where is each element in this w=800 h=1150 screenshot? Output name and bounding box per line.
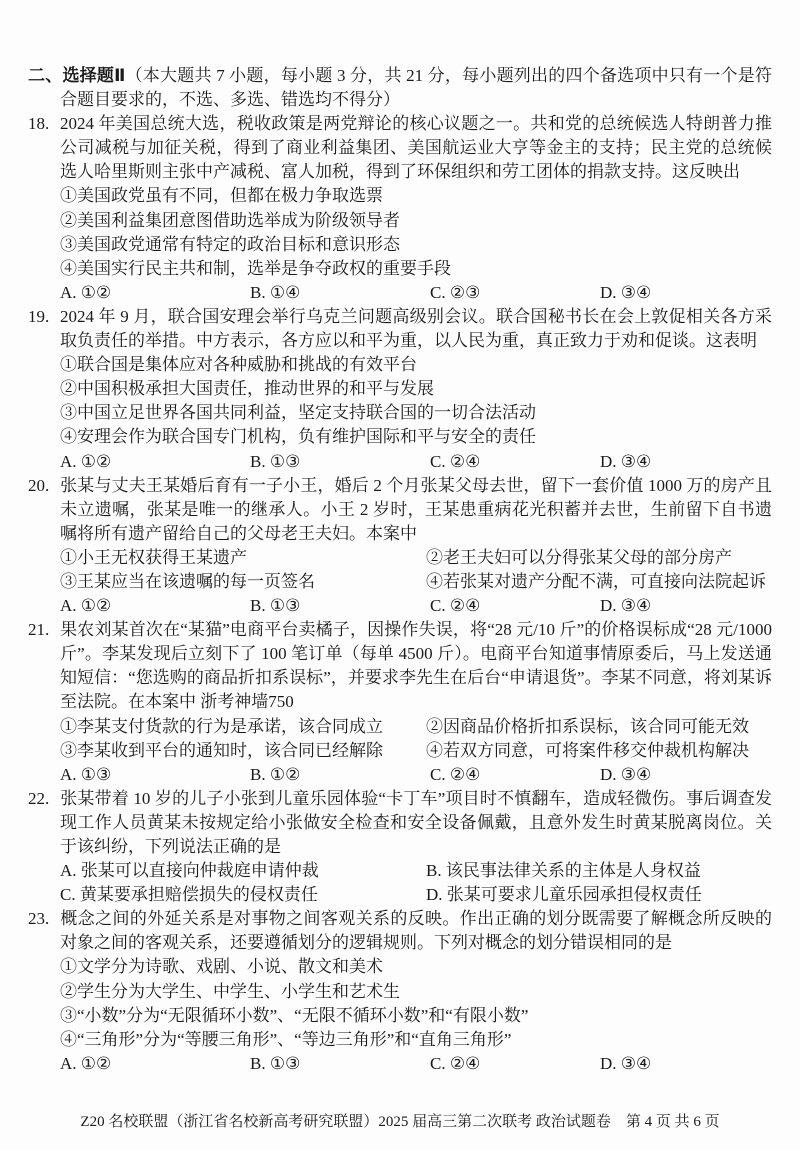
question-item: ③李某收到平台的通知时，该合同已经解除 bbox=[60, 740, 383, 760]
choice-a: A. ①③ bbox=[60, 764, 112, 784]
choice-d: D. ③④ bbox=[600, 1053, 652, 1073]
choices-row bbox=[28, 1052, 772, 1076]
choices-row bbox=[28, 281, 772, 305]
choice-b: B. ①③ bbox=[250, 1053, 301, 1073]
question-number: 23. bbox=[28, 909, 50, 929]
section-note: （本大题共 7 小题，每小题 3 分，共 21 分，每小题列出的四个备选项中只有一个是符合题目要求的，不选、多选、错选均不得分） bbox=[60, 66, 773, 110]
choices-row bbox=[28, 859, 772, 883]
choice-c: C. ②③ bbox=[430, 282, 481, 302]
question-item: ①文学分为诗歌、戏剧、小说、散文和美术 bbox=[60, 957, 383, 977]
choice-a: A. 张某可以直接向仲裁庭申请仲裁 bbox=[60, 861, 319, 881]
question-item: ③美国政党通常有特定的政治目标和意识形态 bbox=[60, 234, 400, 254]
question-item: ④安理会作为联合国专门机构，负有维护国际和平与安全的责任 bbox=[60, 427, 536, 447]
choice-c: C. 黄某要承担赔偿损失的侵权责任 bbox=[60, 885, 318, 905]
question-number: 19. bbox=[28, 306, 50, 326]
choice-d: D. ③④ bbox=[600, 596, 652, 616]
choice-c: C. ②④ bbox=[430, 764, 481, 784]
page-footer: Z20 名校联盟（浙江省名校新高考研究联盟）2025 届高三第二次联考 政治试题卷 第 4 页 共 6 页 bbox=[80, 1114, 720, 1130]
question-stem-text: 果农刘某首次在“某猫”电商平台卖橘子，因操作失误，将“28 元/10 斤”的价格误标成“28 元/1000 斤”。李某发现后立刻下了 100 笔订单（每单 4500 斤）。电商平台知道事情原委后，马上发送通知短信：“您选购的商品折扣系误标”，并要求李先生在后台“申请退货”。李某不同意，将刘某诉至法院。在本案中 浙考神墙750 bbox=[60, 620, 772, 712]
choice-a: A. ①② bbox=[60, 1053, 112, 1073]
question-item: ③王某应当在该遗嘱的每一页签名 bbox=[60, 571, 315, 591]
item-row bbox=[28, 739, 772, 763]
choice-b: B. 该民事法律关系的主体是人身权益 bbox=[426, 861, 701, 881]
item-row bbox=[28, 715, 772, 739]
question-item: ①联合国是集体应对各种威胁和挑战的有效平台 bbox=[60, 355, 417, 375]
choice-c: C. ②④ bbox=[430, 451, 481, 471]
question-stem bbox=[28, 907, 772, 955]
question-stem bbox=[28, 787, 772, 859]
question-number: 21. bbox=[28, 620, 50, 640]
question-20 bbox=[28, 474, 772, 619]
item-row bbox=[28, 570, 772, 594]
choice-d: D. ③④ bbox=[600, 282, 652, 302]
choice-b: B. ①③ bbox=[250, 596, 301, 616]
question-item: ④若张某对遗产分配不满，可直接向法院起诉 bbox=[426, 571, 766, 591]
choices-row bbox=[28, 763, 772, 787]
question-stem bbox=[28, 618, 772, 714]
question-stem-text: 2024 年 9 月，联合国安理会举行乌克兰问题高级别会议。联合国秘书长在会上敦促相关各方采取负责任的举措。中方表示，各方应以和平为重，以人民为重，真正致力于劝和促谈。这表明 bbox=[60, 306, 772, 351]
question-number: 18. bbox=[28, 114, 50, 134]
question-item: ①李某支付货款的行为是承诺，该合同成立 bbox=[60, 716, 383, 736]
choices-row bbox=[28, 883, 772, 907]
question-item: ②因商品价格折扣系误标，该合同可能无效 bbox=[426, 716, 749, 736]
question-stem bbox=[28, 112, 772, 184]
question-21 bbox=[28, 618, 772, 787]
question-stem-text: 张某与丈夫王某婚后育有一子小王，婚后 2 个月张某父母去世，留下一套价值 1000 万的房产且未立遗嘱，张某是唯一的继承人。小王 2 岁时，王某患重病花光积蓄并去世，生前留下自书遗嘱将所有遗产留给自己的父母老王夫妇。本案中 bbox=[60, 475, 772, 543]
choice-a: A. ①② bbox=[60, 596, 112, 616]
question-item: ④若双方同意，可将案件移交仲裁机构解决 bbox=[426, 740, 749, 760]
question-item: ①小王无权获得王某遗产 bbox=[60, 547, 247, 567]
question-23 bbox=[28, 907, 772, 1076]
question-item: ③“小数”分为“无限循环小数”、“无限不循环小数”和“有限小数” bbox=[60, 1005, 529, 1025]
item-row bbox=[28, 546, 772, 570]
section-title: 二、选择题Ⅱ bbox=[28, 66, 126, 85]
section-header bbox=[28, 64, 772, 112]
question-stem-text: 概念之间的外延关系是对事物之间客观关系的反映。作出正确的划分既需要了解概念所反映的对象之间的客观关系，还要遵循划分的逻辑规则。下列对概念的划分错误相同的是 bbox=[60, 909, 772, 953]
question-stem bbox=[28, 474, 772, 546]
choice-d: D. 张某可要求儿童乐园承担侵权责任 bbox=[426, 885, 702, 905]
question-stem-text: 2024 年美国总统大选，税收政策是两党辩论的核心议题之一。共和党的总统候选人特朗普力推公司减税与加征关税，得到了商业利益集团、美国航运业大亨等金主的支持；民主党的总统候选人哈里斯则主张中产减税、富人加税，得到了环保组织和劳工团体的捐款支持。这反映出 bbox=[60, 114, 772, 182]
choices-row bbox=[28, 450, 772, 474]
choice-c: C. ②④ bbox=[430, 596, 481, 616]
choice-a: A. ①② bbox=[60, 282, 112, 302]
question-item: ①美国政党虽有不同，但都在极力争取选票 bbox=[60, 186, 383, 206]
choice-c: C. ②④ bbox=[430, 1053, 481, 1073]
question-item: ②学生分为大学生、中学生、小学生和艺术生 bbox=[60, 981, 400, 1001]
choices-row bbox=[28, 594, 772, 618]
question-item: ④“三角形”分为“等腰三角形”、“等边三角形”和“直角三角形” bbox=[60, 1029, 512, 1049]
choice-b: B. ①② bbox=[250, 764, 301, 784]
question-19 bbox=[28, 305, 772, 474]
question-item: ②中国积极承担大国责任，推动世界的和平与发展 bbox=[60, 379, 434, 399]
question-item: ②美国利益集团意图借助选举成为阶级领导者 bbox=[60, 210, 400, 230]
question-stem-text: 张某带着 10 岁的儿子小张到儿童乐园体验“卡丁车”项目时不慎翻车，造成轻微伤。事后调查发现工作人员黄某未按规定给小张做安全检查和安全设备佩戴，且意外发生时黄某脱离岗位。关于该纠纷，下列说法正确的是 bbox=[60, 788, 772, 856]
choice-b: B. ①③ bbox=[250, 451, 301, 471]
choice-d: D. ③④ bbox=[600, 764, 652, 784]
question-18 bbox=[28, 112, 772, 305]
choice-b: B. ①④ bbox=[250, 282, 301, 302]
question-22 bbox=[28, 787, 772, 907]
choice-d: D. ③④ bbox=[600, 451, 652, 471]
question-number: 20. bbox=[28, 475, 50, 495]
question-item: ④美国实行民主共和制，选举是争夺政权的重要手段 bbox=[60, 258, 451, 278]
question-number: 22. bbox=[28, 788, 50, 808]
choice-a: A. ①② bbox=[60, 451, 112, 471]
question-item: ②老王夫妇可以分得张某父母的部分房产 bbox=[426, 547, 732, 567]
question-item: ③中国立足世界各国共同利益，坚定支持联合国的一切合法活动 bbox=[60, 403, 536, 423]
question-stem bbox=[28, 305, 772, 353]
